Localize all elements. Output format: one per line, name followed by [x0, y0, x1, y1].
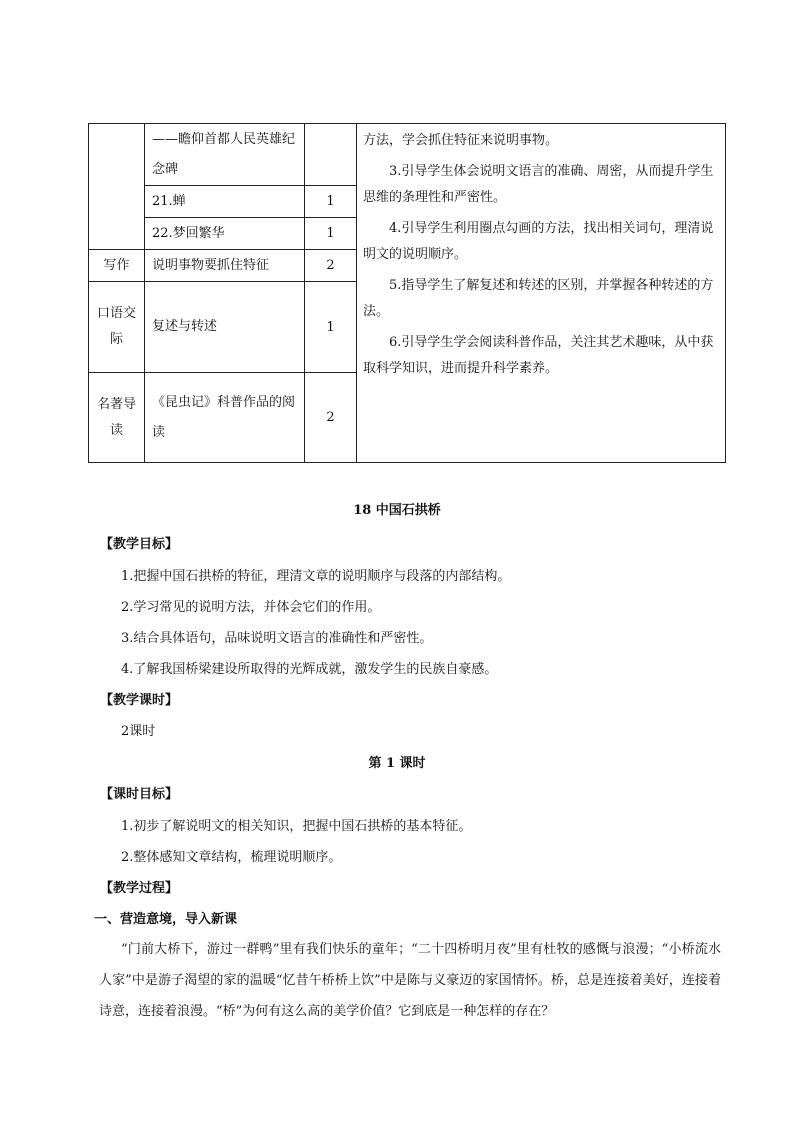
teaching-goals-heading: 【教学目标】	[100, 537, 179, 552]
list-item: 1.把握中国石拱桥的特征，理清文章的说明顺序与段落的内部结构。	[121, 569, 511, 584]
category-cell: 名著导读	[89, 373, 145, 463]
hours-cell: 1	[305, 186, 357, 218]
lesson-title-text: ——瞻仰首都人民英雄纪念碑	[152, 131, 296, 177]
goal-text: 4.引导学生利用圈点勾画的方法，找出相关词句，理清说明文的说明顺序。	[363, 221, 714, 262]
list-item: 3.结合具体语句，品味说明文语言的准确性和严密性。	[121, 631, 433, 646]
process-heading: 【教学过程】	[100, 881, 179, 896]
goal-text: 3.引导学生体会说明文语言的准确、周密，从而提升学生思维的条理性和严密性。	[363, 164, 714, 205]
lesson-title-cell: 复述与转述	[145, 282, 305, 373]
unit-plan-table	[88, 123, 726, 463]
lesson-title-cell: 22.梦回繁华	[145, 218, 305, 250]
step-heading: 一、营造意境，导入新课	[94, 912, 238, 927]
lesson-heading: 18 中国石拱桥	[353, 503, 441, 518]
teaching-hours-heading: 【教学课时】	[100, 693, 179, 708]
lesson-title-cell: 《昆虫记》科普作品的阅读	[145, 373, 305, 463]
session-title: 第 1 课时	[368, 756, 426, 771]
paragraph-text: “门前大桥下，游过一群鸭”里有我们快乐的童年；“二十四桥明月夜”里有杜牧的感慨与浪漫；“小桥流水人家”中是游子渴望的家的温暖“忆昔午桥桥上饮”中是陈与义豪迈的家国情怀。桥，总是连接着美好，连接着诗意，连接着浪漫。“桥”为何有这么高的美学价值？它到底是一种怎样的存在？	[99, 942, 721, 1019]
hours-cell: 1	[305, 218, 357, 250]
category-cell: 口语交际	[89, 282, 145, 373]
table-row	[89, 124, 726, 186]
unit-goals-cell	[357, 124, 726, 463]
hours-cell	[305, 124, 357, 186]
intro-paragraph	[99, 934, 721, 1027]
list-item: 4.了解我国桥梁建设所取得的光辉成就，激发学生的民族自豪感。	[121, 662, 498, 677]
hours-cell: 1	[305, 282, 357, 373]
teaching-hours-text: 2课时	[121, 724, 156, 739]
goal-text: 方法，学会抓住特征来说明事物。	[363, 133, 559, 148]
category-cell: 写作	[89, 250, 145, 282]
goal-text: 6.引导学生学会阅读科普作品，关注其艺术趣味，从中获取科学知识，进而提升科学素养。	[363, 335, 714, 376]
hours-cell: 2	[305, 250, 357, 282]
list-item: 2.学习常见的说明方法，并体会它们的作用。	[121, 600, 381, 615]
category-cell	[89, 124, 145, 250]
session-goals-heading: 【课时目标】	[100, 787, 179, 802]
hours-cell: 2	[305, 373, 357, 463]
lesson-title-cell	[145, 124, 305, 186]
lesson-title-cell: 说明事物要抓住特征	[145, 250, 305, 282]
goal-text: 5.指导学生了解复述和转述的区别，并掌握各种转述的方法。	[363, 278, 714, 319]
lesson-title-cell: 21.蝉	[145, 186, 305, 218]
list-item: 2.整体感知文章结构，梳理说明顺序。	[121, 850, 342, 865]
list-item: 1.初步了解说明文的相关知识，把握中国石拱桥的基本特征。	[121, 819, 472, 834]
